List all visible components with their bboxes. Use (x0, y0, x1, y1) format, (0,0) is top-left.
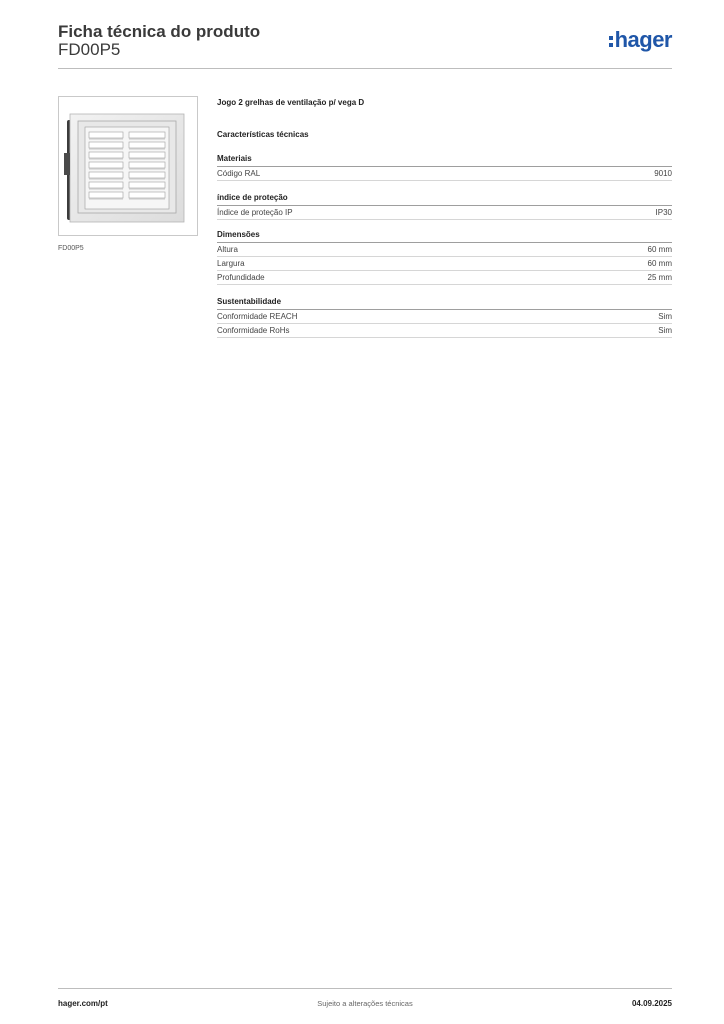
spec-row (217, 257, 672, 271)
footer-website-link[interactable]: hager.com/pt (58, 999, 108, 1008)
spec-group-sustainability (217, 297, 672, 338)
spec-value: 25 mm (647, 273, 672, 282)
group-title: Materiais (217, 154, 672, 167)
spec-label: Profundidade (217, 273, 265, 282)
spec-value: 9010 (654, 169, 672, 178)
footer-notice: Sujeito a alterações técnicas (317, 999, 413, 1008)
spec-row (217, 206, 672, 220)
spec-row (217, 167, 672, 181)
spec-label: Conformidade REACH (217, 312, 298, 321)
spec-label: Índice de proteção IP (217, 208, 293, 217)
spec-group-materials (217, 154, 672, 181)
ventilation-grille-illustration (59, 97, 197, 235)
product-image (58, 96, 198, 236)
spec-value: IP30 (655, 208, 672, 217)
logo-colon-mark (609, 34, 613, 49)
group-title: Dimensões (217, 230, 672, 243)
page-footer (58, 988, 672, 1011)
specs-heading: Características técnicas (217, 130, 309, 139)
product-code: FD00P5 (58, 40, 121, 59)
footer-date: 04.09.2025 (631, 999, 672, 1008)
spec-row (217, 243, 672, 257)
group-title: índice de proteção (217, 193, 672, 206)
group-title: Sustentabilidade (217, 297, 672, 310)
spec-label: Largura (217, 259, 245, 268)
spec-label: Código RAL (217, 169, 261, 178)
spec-group-dimensions (217, 230, 672, 285)
page-header (58, 20, 672, 69)
spec-sheet (217, 96, 672, 338)
spec-value: Sim (658, 312, 672, 321)
hager-logo (609, 28, 672, 52)
spec-value: 60 mm (647, 259, 672, 268)
product-description: Jogo 2 grelhas de ventilação p/ vega D (217, 98, 365, 107)
spec-row (217, 271, 672, 285)
image-caption: FD00P5 (58, 245, 84, 252)
spec-label: Altura (217, 245, 238, 254)
spec-value: Sim (658, 326, 672, 335)
spec-row (217, 324, 672, 338)
page-title: Ficha técnica do produto (58, 22, 261, 41)
logo-text: hager (614, 27, 672, 52)
spec-group-protection (217, 193, 672, 220)
spec-label: Conformidade RoHs (217, 326, 290, 335)
spec-row (217, 310, 672, 324)
spec-value: 60 mm (647, 245, 672, 254)
